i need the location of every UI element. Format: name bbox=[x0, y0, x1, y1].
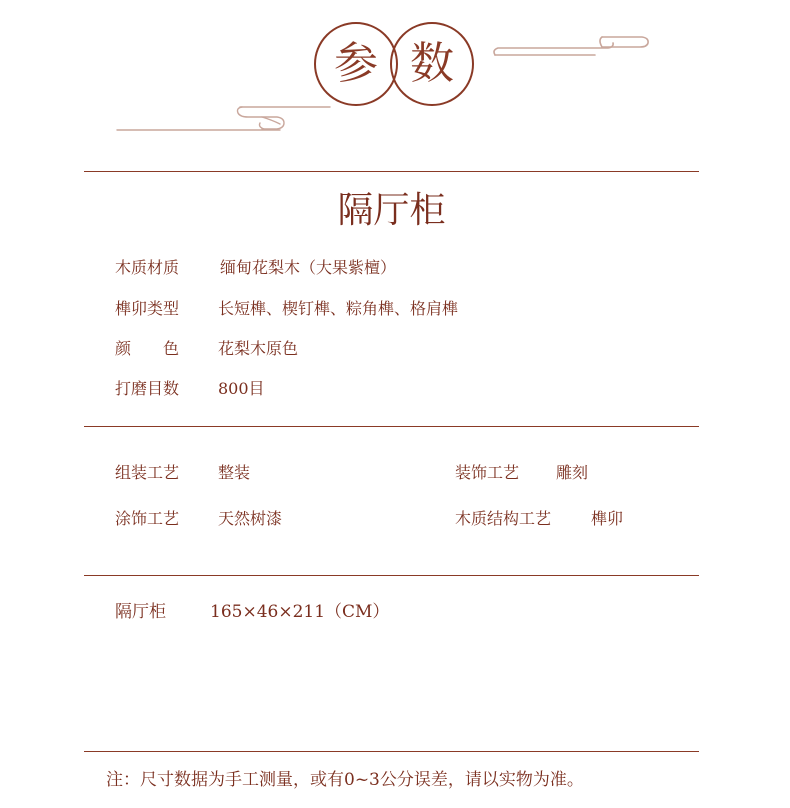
craft-value: 天然树漆 bbox=[218, 509, 283, 528]
spec-label: 打磨目数 bbox=[115, 379, 180, 398]
craft-value: 雕刻 bbox=[556, 463, 589, 482]
dimensions-size: 165×46×211（CM） bbox=[210, 602, 390, 622]
cloud-ornament-left-icon bbox=[112, 100, 337, 136]
title-circle-left bbox=[314, 22, 398, 106]
craft-value: 榫卯 bbox=[591, 509, 624, 528]
craft-label: 木质结构工艺 bbox=[455, 509, 552, 528]
product-title: 隔厅柜 bbox=[337, 190, 446, 231]
dimensions-name: 隔厅柜 bbox=[115, 602, 166, 622]
spec-label: 榫卯类型 bbox=[115, 299, 180, 318]
spec-label: 颜 色 bbox=[115, 339, 180, 358]
spec-value: 花梨木原色 bbox=[218, 339, 299, 358]
spec-label: 木质材质 bbox=[115, 258, 180, 277]
craft-label: 装饰工艺 bbox=[455, 463, 520, 482]
craft-value: 整装 bbox=[218, 463, 251, 482]
cloud-ornament-right-icon bbox=[490, 28, 655, 62]
title-circle-right bbox=[390, 22, 474, 106]
header bbox=[0, 0, 790, 150]
title-char-2: 数 bbox=[410, 38, 454, 89]
title-char-1: 参 bbox=[334, 38, 378, 89]
divider-middle bbox=[84, 426, 699, 427]
divider-lower bbox=[84, 575, 699, 576]
spec-value: 800目 bbox=[218, 379, 265, 398]
craft-label: 涂饰工艺 bbox=[115, 509, 180, 528]
craft-label: 组装工艺 bbox=[115, 463, 180, 482]
spec-value: 缅甸花梨木（大果紫檀） bbox=[220, 258, 397, 277]
spec-value: 长短榫、楔钉榫、粽角榫、格肩榫 bbox=[218, 299, 459, 318]
measurement-note: 注：尺寸数据为手工测量，或有0~3公分误差，请以实物为准。 bbox=[106, 770, 584, 790]
divider-bottom bbox=[84, 751, 699, 752]
divider-top bbox=[84, 171, 699, 172]
